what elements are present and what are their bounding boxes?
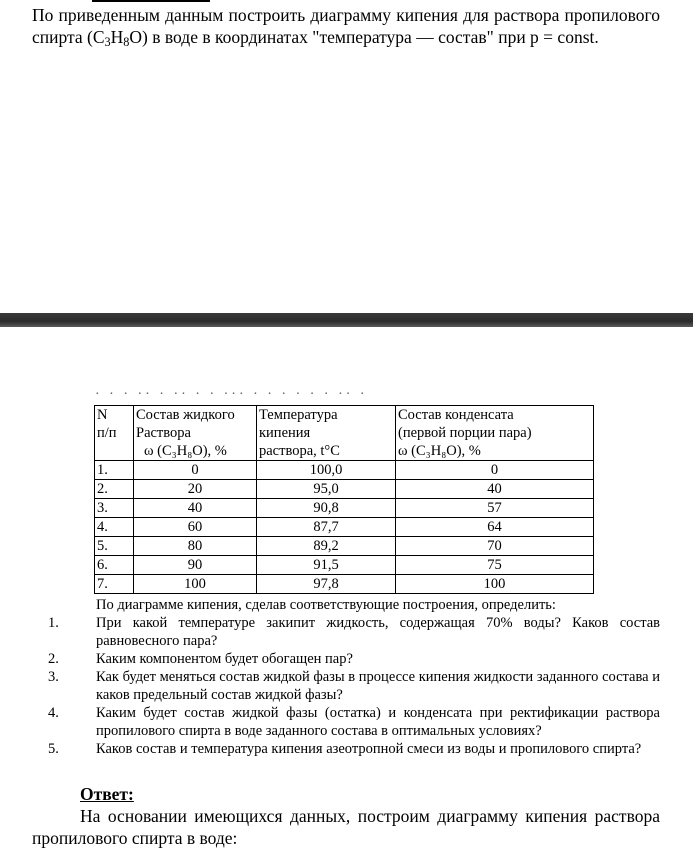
answer-text: На основании имеющихся данных, построим диаграмму кипения раствора пропилового спирта в воде: [32, 806, 660, 848]
header-underline [92, 0, 210, 2]
list-item: 2. Каким компонентом будет обогащен пар? [48, 651, 353, 667]
table-row: 2. 20 95,0 40 [95, 480, 594, 499]
header-condensate-composition: Состав конденсата (первой порции пара) ω (C₃H₈O), % [396, 406, 594, 461]
questions-intro: По диаграмме кипения, сделав соответствующие построения, определить: [96, 597, 556, 613]
list-item: 1. При какой температуре закипит жидкость, содержащая 70% воды? Каков состав равновесного пара? [48, 615, 660, 649]
table-row: 1. 0 100,0 0 [95, 461, 594, 480]
table-row: 3. 40 90,8 57 [95, 499, 594, 518]
table-row: 7. 100 97,8 100 [95, 575, 594, 594]
table-row: 5. 80 89,2 70 [95, 537, 594, 556]
answer-label: Ответ: [80, 784, 134, 804]
header-liquid-composition: Состав жидкого Раствора ω (C₃H₈O), % [134, 406, 257, 461]
cropped-text-line: · · · ·· · ·· · · ··· · · · · · · ·· · [95, 387, 368, 402]
data-table [94, 405, 594, 594]
questions-list [30, 614, 660, 758]
page-separator [0, 313, 693, 327]
task-statement: По приведенным данным построить диаграмму кипения для раствора пропилового спирта $(C_3H_8O)$ в воде в координатах "температура — состав" при p = const. [32, 5, 660, 50]
table-row: 6. 90 91,5 75 [95, 556, 594, 575]
list-item: 4. Каким будет состав жидкой фазы (остатка) и конденсата при ректификации раствора пропилового спирта в воде заданного состава в оптимальных условиях? [48, 705, 660, 739]
table-row: 4. 60 87,7 64 [95, 518, 594, 537]
list-item: 3. Как будет меняться состав жидкой фазы в процессе кипения жидкости заданного состава и каков предельный состав жидкой фазы? [48, 669, 660, 703]
header-temperature: Температура кипения раствора, t°C [257, 406, 396, 461]
header-n: N п/п [95, 406, 134, 461]
table-header-row [95, 406, 594, 461]
list-item: 5. Каков состав и температура кипения азеотропной смеси из воды и пропилового спирта? [48, 741, 642, 757]
